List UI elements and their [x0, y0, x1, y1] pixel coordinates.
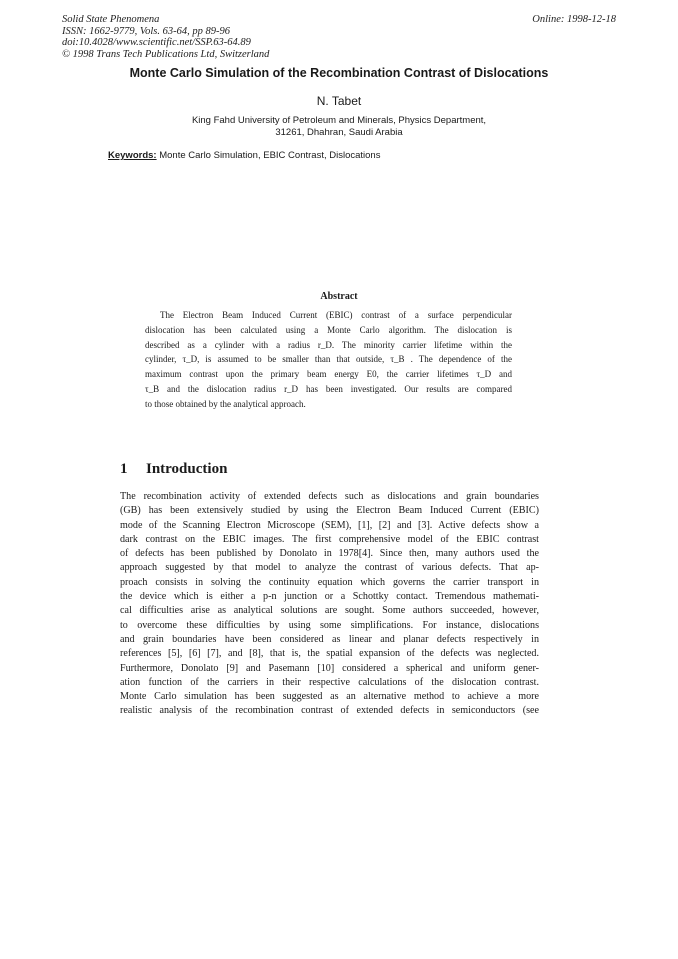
body-line: and grain boundaries have been considered as linear and planar defects respectively in	[120, 633, 539, 645]
keywords-label: Keywords:	[108, 150, 157, 161]
affiliation	[0, 115, 678, 139]
section-heading	[120, 461, 227, 478]
doi-line: doi:10.4028/www.scientific.net/SSP.63-64.89	[62, 37, 251, 49]
journal-name: Solid State Phenomena	[62, 14, 160, 25]
abstract-body	[145, 308, 512, 412]
affiliation-line-2: 31261, Dhahran, Saudi Arabia	[275, 127, 403, 138]
body-line: (GB) has been extensively studied by using the Electron Beam Induced Current (EBIC)	[120, 505, 539, 517]
body-line: The recombination activity of extended defects such as dislocations and grain boundaries	[120, 491, 539, 502]
body-line: of defects has been published by Donolato in 1978[4]. Since then, many authors used the	[120, 548, 539, 560]
abstract-line: maximum contrast upon the primary beam energy E0, the carrier lifetimes τ_D and	[145, 369, 512, 380]
journal-header	[62, 14, 269, 60]
body-line: dark contrast on the EBIC images. The first comprehensive model of the EBIC contrast	[120, 533, 539, 545]
abstract-line: dislocation has been calculated using a Monte Carlo algorithm. The dislocation is	[145, 324, 512, 335]
keywords-list: Monte Carlo Simulation, EBIC Contrast, Dislocations	[159, 150, 381, 161]
abstract-line: described as a cylinder with a radius r_D. The minority carrier lifetime within the	[145, 339, 512, 350]
section-title: Introduction	[146, 461, 228, 477]
introduction-body	[120, 490, 539, 719]
body-line: ation function of the carriers in their respective calculations of the dislocation contrast.	[120, 676, 539, 688]
body-line: Monte Carlo simulation has been suggested as an alternative method to achieve a more	[120, 691, 539, 703]
body-line: proach consists in solving the continuity equation which governs the carrier transport in	[120, 576, 539, 588]
paper-author: N. Tabet	[316, 94, 362, 108]
affiliation-line-1: King Fahd University of Petroleum and Minerals, Physics Department,	[191, 115, 487, 126]
body-line: references [5], [6] [7], and [8], that is, the spatial expansion of the defects was neglected.	[120, 648, 539, 660]
copyright-line: © 1998 Trans Tech Publications Ltd, Switzerland	[62, 48, 270, 60]
body-line: realistic analysis of the recombination contrast of extended defects in semiconductors (see	[120, 705, 539, 717]
paper-title: Monte Carlo Simulation of the Recombination Contrast of Dislocations	[129, 66, 549, 80]
abstract-line: τ_B and the dislocation radius r_D has been investigated. Our results are compared	[145, 383, 512, 394]
section-number: 1	[120, 461, 128, 477]
keywords	[108, 150, 380, 161]
online-date: Online: 1998-12-18	[532, 14, 616, 25]
abstract-heading: Abstract	[320, 291, 358, 302]
body-line: to overcome these difficulties by using some simplifications. For instance, dislocations	[120, 619, 539, 631]
issn-line: ISSN: 1662-9779, Vols. 63-64, pp 89-96	[62, 25, 230, 37]
body-line: cal difficulties arise as analytical solutions are sought. Some authors succeeded, however,	[120, 605, 539, 617]
abstract-line: The Electron Beam Induced Current (EBIC) contrast of a surface perpendicular	[160, 310, 512, 320]
body-line: mode of the Scanning Electron Microscope (SEM), [1], [2] and [3]. Active defects show a	[120, 519, 539, 531]
abstract-line: cylinder, τ_D, is assumed to be smaller than that outside, τ_B . The dependence of the	[145, 354, 512, 365]
body-line: Furthermore, Donolato [9] and Pasemann [10] considered a spherical and uniform gener-	[120, 662, 539, 674]
body-line: the device which is either a p-n junction or a Schottky contact. Tremendous mathemati-	[120, 591, 539, 603]
abstract-line: to those obtained by the analytical approach.	[145, 398, 306, 409]
body-line: approach suggested by that model to analyze the contrast of various defects. That ap-	[120, 562, 539, 574]
